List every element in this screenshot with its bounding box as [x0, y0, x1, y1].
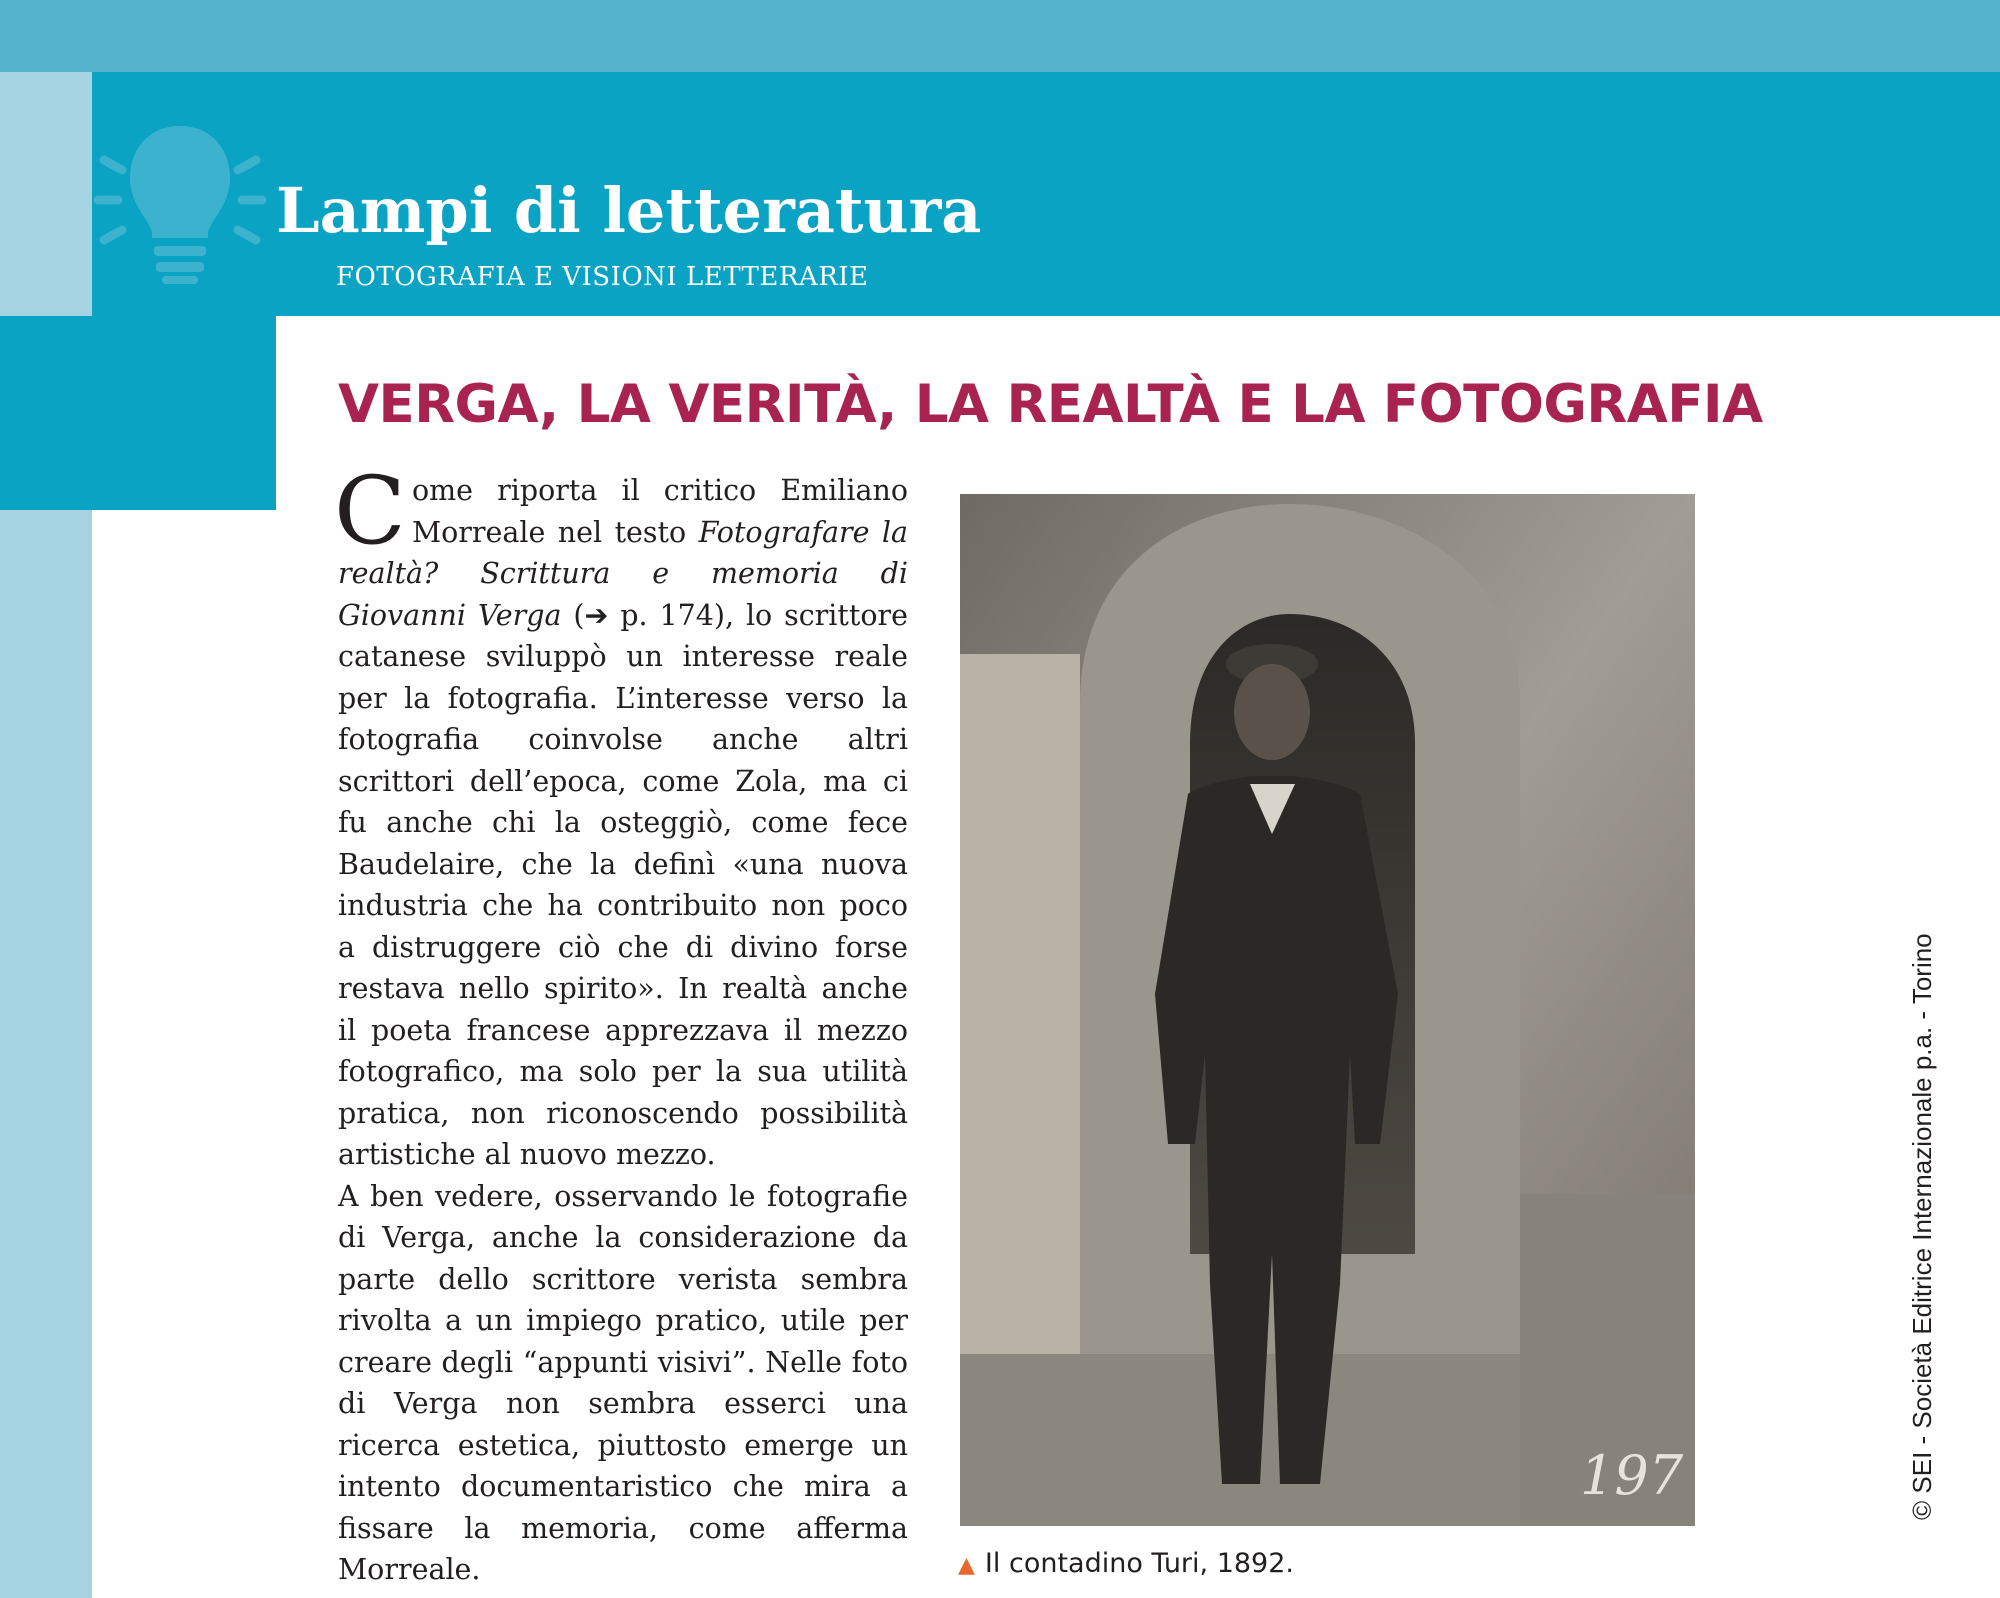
article-body: [334, 457, 908, 1591]
section-title: Lampi di letteratura: [276, 174, 982, 247]
historical-photo: [960, 494, 1695, 1526]
photo-plate-number: 197: [1580, 1444, 1684, 1507]
article-title: VERGA, LA VERITÀ, LA REALTÀ E LA FOTOGRAFIA: [338, 374, 1763, 435]
lightbulb-icon: [90, 108, 270, 288]
side-door: [960, 654, 1080, 1374]
section-header-extension: [0, 316, 276, 510]
paragraph-2: A ben vedere, osservando le fotografie di Verga, anche la considerazione da parte dello scrittore verista sembra rivolta a un impiego pratico, utile per creare degli “appunti visivi”. Nelle foto di Verga non sembra esserci una ricerca estetica, piuttosto emerge un intento documentaristico che mira a fissare la memoria, come afferma Morreale.: [338, 1179, 908, 1586]
caption-text: Il contadino Turi, 1892.: [984, 1548, 1294, 1579]
drop-cap: C: [334, 457, 406, 566]
section-subtitle: FOTOGRAFIA E VISIONI LETTERARIE: [336, 262, 869, 292]
paragraph-1-text-a: ome riporta il critico Emiliano Morreale nel testo: [411, 474, 908, 549]
paragraph-1: [334, 457, 908, 1176]
left-margin-band: [0, 72, 92, 1598]
paragraph-1-text-b: (➔ p. 174), lo scrittore catanese sviluppò un interesse reale per la fotografia. L’interesse verso la fotografia coinvolse anche altri scrittori dell’epoca, come Zola, ma ci fu anche chi la osteggiò, come fece Baudelaire, che la definì «una nuova industria che ha contribuito non poco a distruggere ciò che di divino forse restava nello spirito». In realtà anche il poeta francese apprezzava il mezzo fotografico, ma solo per la sua utilità pratica, non riconoscendo possibilità artistiche al nuovo mezzo.: [338, 598, 908, 1171]
book-title: Fotografare la realtà? Scrittura e memoria di Giovanni Verga: [338, 515, 908, 632]
photo-caption: [958, 1548, 1294, 1579]
top-color-band: [0, 0, 2000, 72]
copyright-notice: © SEI - Società Editrice Internazionale p.a. - Torino: [1907, 933, 1937, 1520]
caption-triangle-icon: ▲: [958, 1553, 975, 1578]
